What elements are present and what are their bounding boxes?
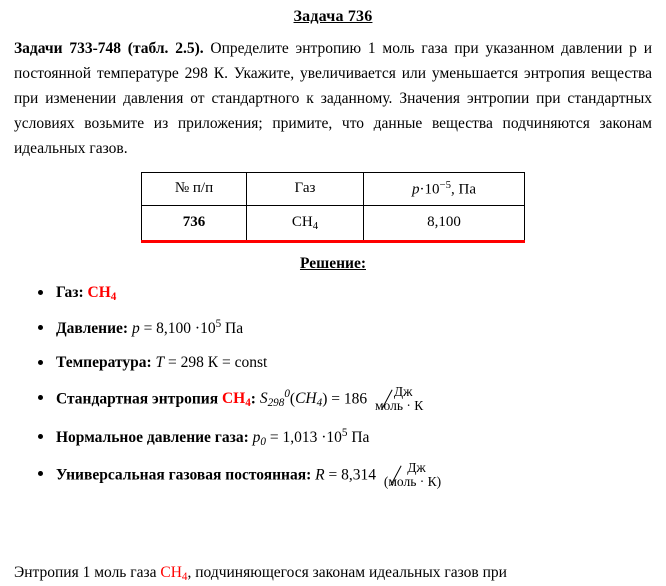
gas-sub: 4 [110, 290, 117, 303]
normal-pressure-p: p [252, 428, 261, 446]
tail-post: , подчиняющегося законам идеальных газов при [187, 563, 507, 581]
page-title: Задача 736 [293, 8, 373, 25]
header-pressure-var: p [412, 181, 420, 198]
entropy-sup: 0 [284, 388, 290, 401]
gas-constant-numerator: Дж [407, 459, 426, 475]
data-table [141, 172, 525, 243]
normal-pressure-eq: = 1,013 ·10 [269, 428, 342, 446]
header-pressure-exp: −5 [439, 178, 451, 191]
list-item-standard-entropy [36, 383, 652, 414]
table-row [142, 205, 525, 241]
item-value-gas [88, 284, 117, 301]
gas-constant-units-fraction [382, 461, 441, 489]
item-label-gas-constant: Универсальная газовая постоянная: [56, 466, 312, 484]
cell-gas-sub: 4 [312, 219, 319, 232]
label-gas-formula: CH [221, 390, 246, 408]
arg-open: ( [289, 390, 296, 408]
list-item-normal-pressure [36, 425, 652, 451]
header-pressure-mult: ·10 [419, 181, 440, 198]
problem-statement [14, 36, 652, 162]
table-body [142, 205, 525, 241]
item-label-temperature: Температура: [56, 354, 152, 372]
data-table-wrapper [14, 172, 652, 243]
tail-paragraph [14, 561, 652, 586]
list-item-temperature [36, 351, 652, 374]
entropy-sub: 298 [267, 397, 285, 410]
tail-pre: Энтропия 1 моль газа [14, 563, 161, 581]
gas-constant-denominator: (моль · К) [383, 473, 442, 489]
tail-gas-formula: CH [160, 563, 182, 581]
solution-list [14, 281, 652, 490]
arg-gas-formula: CH [295, 390, 317, 408]
label-gas-sub: 4 [245, 397, 251, 410]
temperature-var: T [155, 354, 165, 372]
item-label-normal-pressure: Нормальное давление газа: [56, 428, 249, 446]
entropy-units-denominator: моль · К [375, 397, 424, 413]
gas-constant-var: R [315, 466, 325, 484]
table-head [142, 172, 525, 205]
pressure-var: p [131, 320, 140, 338]
normal-pressure-var [253, 429, 266, 446]
cell-gas [247, 205, 364, 241]
header-index: № п/п [142, 172, 247, 205]
item-label-colon: : [250, 390, 256, 408]
temperature-eq: = 298 К = const [168, 354, 268, 372]
arg-close: ) [322, 390, 328, 408]
item-label-gas: Газ: [56, 283, 84, 301]
entropy-s: S [259, 390, 268, 408]
header-pressure-unit: , Па [451, 181, 476, 198]
normal-pressure-unit: Па [347, 428, 370, 446]
normal-pressure-sub: 0 [260, 435, 266, 448]
arg-gas-sub: 4 [316, 397, 323, 410]
pressure-unit: Па [221, 320, 244, 338]
arg-gas [295, 390, 323, 410]
list-item-gas [36, 281, 652, 306]
entropy-symbol [259, 388, 290, 410]
header-gas: Газ [247, 172, 364, 205]
item-label-pressure: Давление: [56, 320, 129, 338]
solution-heading: Решение: [299, 254, 366, 272]
tail-gas-sub: 4 [181, 570, 188, 583]
normal-pressure-exp: 5 [341, 427, 348, 440]
entropy-eq: = 186 [331, 390, 368, 408]
list-item-gas-constant [36, 459, 652, 490]
gas-formula: CH [87, 283, 111, 301]
pressure-exp: 5 [215, 318, 222, 331]
list-item-pressure [36, 316, 652, 340]
gas-constant-eq: = 8,314 [328, 466, 376, 484]
cell-gas-formula: CH [291, 213, 313, 230]
cell-index: 736 [142, 205, 247, 241]
item-label-gas [221, 390, 251, 410]
table-header-row [142, 172, 525, 205]
cell-pressure: 8,100 [364, 205, 525, 241]
problem-lead: Задачи 733-748 (табл. 2.5). [14, 40, 204, 57]
entropy-units-numerator: Дж [393, 383, 413, 399]
tail-gas [160, 564, 187, 581]
item-label-standard-entropy: Стандартная энтропия [56, 390, 219, 408]
header-pressure [364, 172, 525, 205]
entropy-units-fraction [373, 385, 423, 413]
problem-body: Определите энтропию 1 моль газа при указанном давлении p и постоянной температуре 298 К. Укажите, увеличивается или уменьшается энтропия вещества при изменении давления от стандартного к заданному. Значения энтропии при стандартных условиях возьмите из приложения; примите, что данные вещества подчиняются законам идеальных газов. [14, 40, 653, 158]
pressure-eq: = 8,100 ·10 [143, 320, 216, 338]
